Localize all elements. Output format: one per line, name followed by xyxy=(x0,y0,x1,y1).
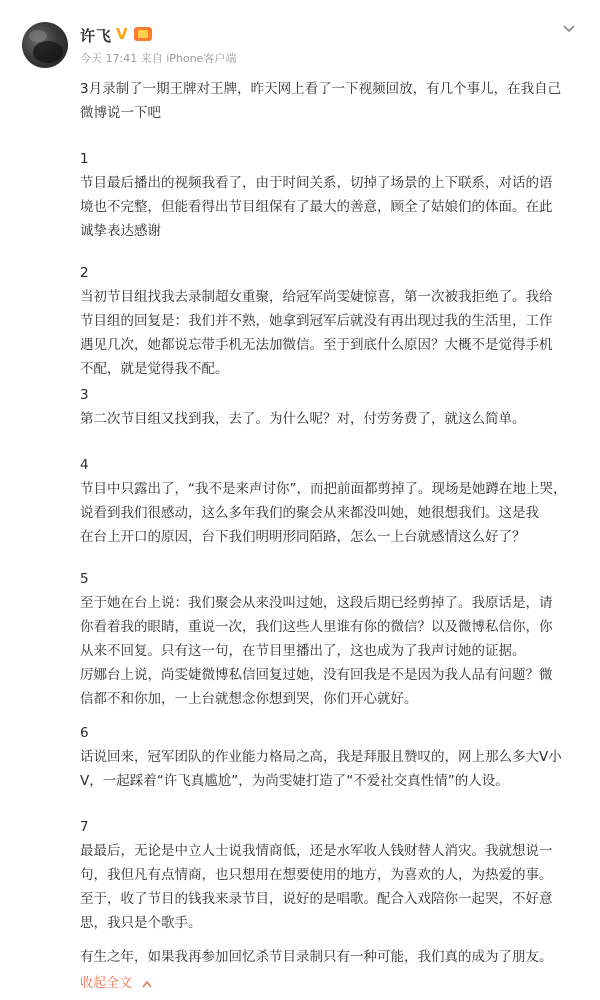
avatar[interactable] xyxy=(22,22,68,68)
chevron-up-icon xyxy=(142,980,152,988)
closing-paragraph: 有生之年，如果我再参加回忆杀节目录制只有一种可能，我们真的成为了朋友。 xyxy=(80,949,553,965)
chevron-down-icon[interactable] xyxy=(562,22,576,36)
verified-v-icon: V xyxy=(116,25,128,43)
section-number: 5 xyxy=(80,571,89,587)
paragraph-4: 节目中只露出了，“我不是来声讨你”，而把前面都剪掉了。现场是她蹲在地上哭， 说看到我们很感动，这么多年我们的聚会从来都没叫她，她很想我们。这是我 在台上开口的原因，台下我们明明形同陌路，怎么一上台就感情这么好了？ xyxy=(80,481,567,545)
intro-paragraph: 3月录制了一期王牌对王牌，昨天网上看了一下视频回放，有几个事儿，在我自己 微博说一下吧 xyxy=(80,81,562,121)
vip-badge-icon xyxy=(134,27,152,41)
section-number: 3 xyxy=(80,387,89,403)
user-name[interactable]: 许飞 xyxy=(80,27,113,45)
section-number: 6 xyxy=(80,725,89,741)
paragraph-6: 话说回来，冠军团队的作业能力格局之高，我是拜服且赞叹的，网上那么多大V小 V，一起踩着“许飞真尴尬”，为尚雯婕打造了“不爱社交真性情”的人设。 xyxy=(80,749,562,789)
section-number: 7 xyxy=(80,819,89,835)
section-number: 1 xyxy=(80,151,89,167)
section-number: 4 xyxy=(80,457,89,473)
section-number: 2 xyxy=(80,265,89,281)
collapse-full-text-link[interactable] xyxy=(80,972,152,991)
post-meta: 今天 17:41 来自 iPhone客户端 xyxy=(80,52,237,65)
collapse-label: 收起全文 xyxy=(80,976,133,991)
paragraph-5: 至于她在台上说：我们聚会从来没叫过她，这段后期已经剪掉了。我原话是，请 你看着我的眼睛，重说一次，我们这些人里谁有你的微信？以及微博私信你，你 从来不回复。只有这一句，在节目里播出了，这也成为了我声讨她的证据。 厉娜台上说，尚雯婕微博私信回复过她，没有回我是不是因为我人品有问题？微 信都不和你加，一上台就想念你想到哭，你们开心就好。 xyxy=(80,595,553,707)
paragraph-3: 第二次节目组又找到我，去了。为什么呢？对，付劳务费了，就这么简单。 xyxy=(80,411,526,427)
paragraph-7: 最最后，无论是中立人士说我情商低，还是水军收人钱财替人消灾。我就想说一 句，我但凡有点情商，也只想用在想要使用的地方，为喜欢的人，为热爱的事。 至于，收了节目的钱我来录节目，说好的是唱歌。配合入戏陪你一起哭，不好意 思，我只是个歌手。 xyxy=(80,843,553,931)
paragraph-2: 当初节目组找我去录制超女重聚，给冠军尚雯婕惊喜，第一次被我拒绝了。我给 节目组的回复是：我们并不熟，她拿到冠军后就没有再出现过我的生活里，工作 遇见几次，她都说忘带手机无法加微信。至于到底什么原因？大概不是觉得手机 不配，就是觉得我不配。 xyxy=(80,289,553,377)
paragraph-1: 节目最后播出的视频我看了，由于时间关系，切掉了场景的上下联系，对话的语 境也不完整，但能看得出节目组保有了最大的善意，顾全了姑娘们的体面。在此 诚挚表达感谢 xyxy=(80,175,553,239)
